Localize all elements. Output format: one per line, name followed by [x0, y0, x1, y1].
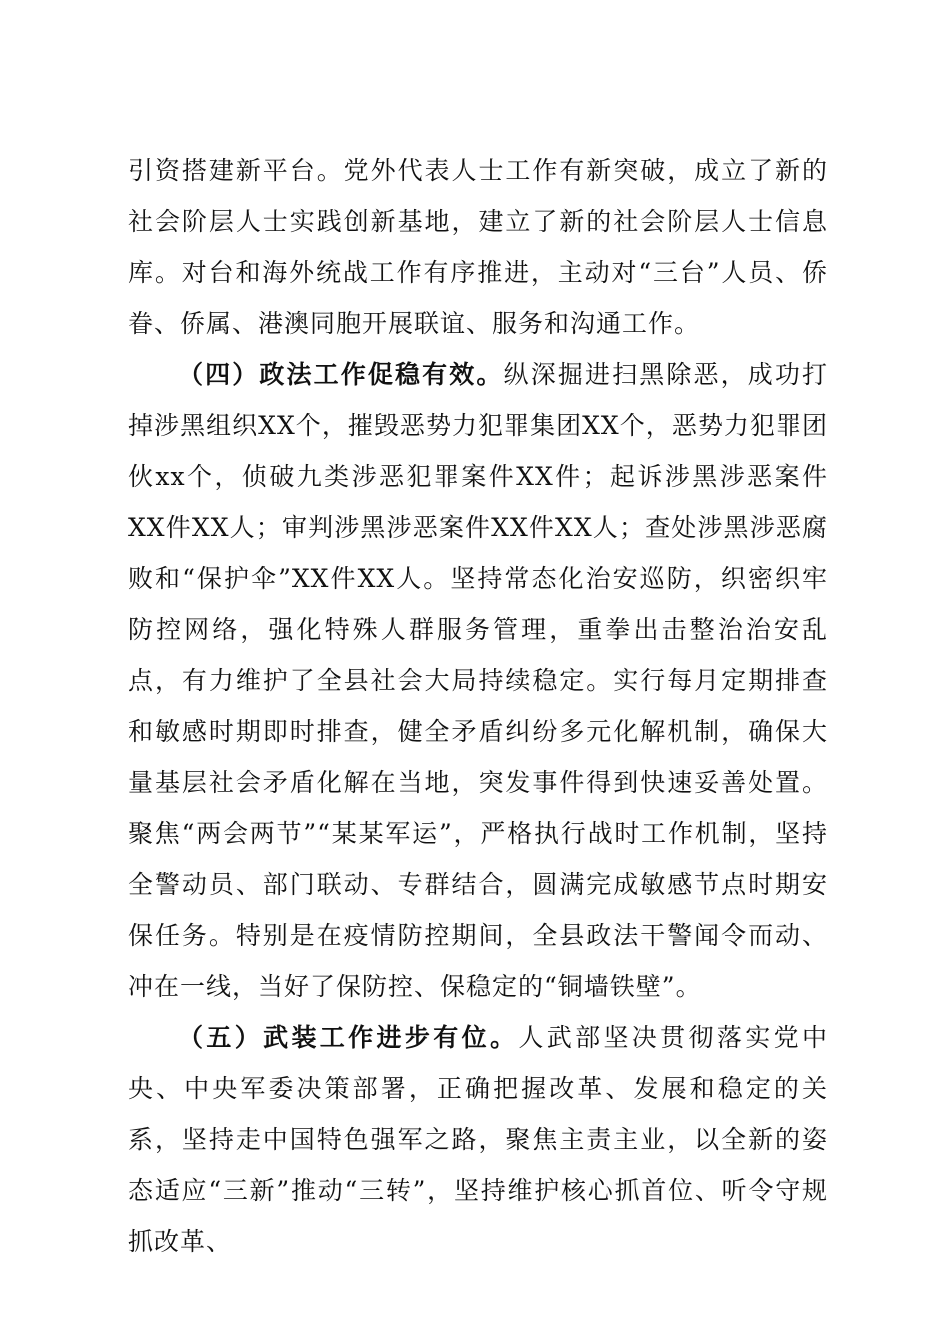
paragraph-continuation [128, 145, 828, 349]
section-heading-four: （四）政法工作促稳有效。 [178, 360, 504, 389]
paragraph-political-legal-work [128, 349, 828, 1012]
section-heading-five: （五）武装工作进步有位。 [178, 1023, 519, 1052]
paragraph-text: 人武部坚决贯彻落实党中央、中央军委决策部署，正确把握改革、发展和稳定的关系，坚持走中国特色强军之路，聚焦主责主业，以全新的姿态适应“三新”推动“三转”，坚持维护核心抓首位、听令守规抓改革、 [128, 1023, 828, 1256]
document-body [128, 145, 828, 1267]
paragraph-text: 引资搭建新平台。党外代表人士工作有新突破，成立了新的社会阶层人士实践创新基地，建立了新的社会阶层人士信息库。对台和海外统战工作有序推进，主动对“三台”人员、侨眷、侨属、港澳同胞开展联谊、服务和沟通工作。 [128, 156, 828, 338]
paragraph-armed-forces-work [128, 1012, 828, 1267]
paragraph-text: 纵深掘进扫黑除恶，成功打掉涉黑组织XX个，摧毁恶势力犯罪集团XX个，恶势力犯罪团伙xx个，侦破九类涉恶犯罪案件XX件；起诉涉黑涉恶案件XX件XX人；审判涉黑涉恶案件XX件XX人；查处涉黑涉恶腐败和“保护伞”XX件XX人。坚持常态化治安巡防，织密织牢防控网络，强化特殊人群服务管理，重拳出击整治治安乱点，有力维护了全县社会大局持续稳定。实行每月定期排查和敏感时期即时排查，健全矛盾纠纷多元化解机制，确保大量基层社会矛盾化解在当地，突发事件得到快速妥善处置。聚焦“两会两节”“某某军运”，严格执行战时工作机制，坚持全警动员、部门联动、专群结合，圆满完成敏感节点时期安保任务。特别是在疫情防控期间，全县政法干警闻令而动、冲在一线，当好了保防控、保稳定的“铜墙铁壁”。 [128, 360, 828, 1001]
